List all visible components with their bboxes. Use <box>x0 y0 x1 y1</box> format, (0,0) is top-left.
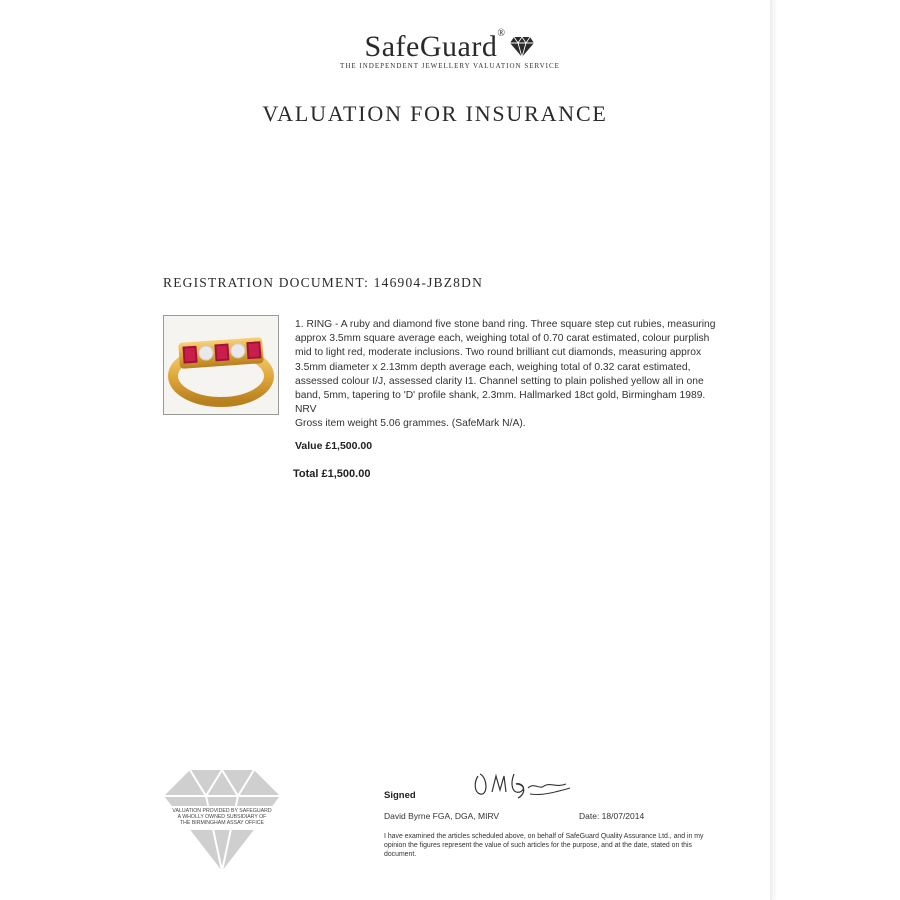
seal-caption: VALUATION PROVIDED BY SAFEGUARD A WHOLLY OWNED SUBSIDIARY OF THE BIRMINGHAM ASSAY OFFICE <box>172 808 272 826</box>
item-description: 1. RING - A ruby and diamond five stone band ring. Three square step cut rubies, measuring approx 3.5mm square average each, weighing total of 0.70 carat estimated, colour purplish mid to light red, moderate inclusions. Two round brilliant cut diamonds, measuring approx 3.5mm diameter x 2.13mm depth average each, weighing total of 0.32 carat estimated, assessed colour I/J, assessed clarity I1. Channel setting to plain polished yellow all in one band, 5mm, tapering to 'D' profile shank, 2.3mm. Hallmarked 18ct gold, Birmingham 1989. NRV <box>295 319 716 416</box>
signature-date: Date: 18/07/2014 <box>579 811 645 821</box>
gross-weight: Gross item weight 5.06 grammes. (SafeMark N/A). <box>295 418 526 430</box>
brand-name: SafeGuard® <box>364 28 506 63</box>
total-value: Total £1,500.00 <box>293 468 371 480</box>
signer-name: David Byrne FGA, DGA, MIRV <box>384 811 500 821</box>
brand-logo <box>365 30 536 64</box>
signed-label: Signed <box>384 790 416 801</box>
valuer-statement: I have examined the articles scheduled above, on behalf of SafeGuard Quality Assurance Ltd., and in my opinion the figures represent the value of such articles for the purpose, and at the date, stated on this document. <box>384 833 704 858</box>
diamond-icon <box>509 36 535 58</box>
ring-photo <box>163 315 279 415</box>
brand-tagline: THE INDEPENDENT JEWELLERY VALUATION SERVICE <box>340 62 560 70</box>
registration-number: REGISTRATION DOCUMENT: 146904-JBZ8DN <box>163 275 484 290</box>
item-description-block <box>295 318 725 453</box>
handwritten-signature <box>470 768 580 802</box>
page-edge <box>770 0 774 900</box>
item-value: Value £1,500.00 <box>295 439 373 452</box>
ring-image <box>164 316 278 414</box>
brand-header <box>0 30 900 70</box>
document-title: VALUATION FOR INSURANCE <box>262 101 608 126</box>
